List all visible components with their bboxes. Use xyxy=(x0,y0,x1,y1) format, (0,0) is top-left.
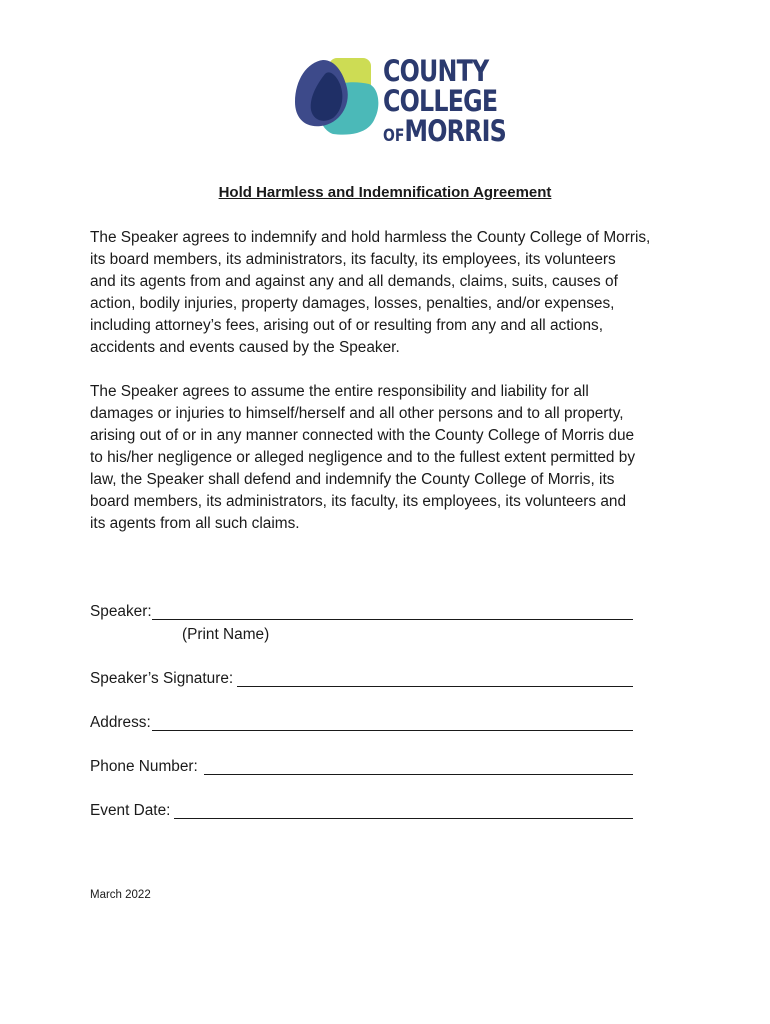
logo-line-morris: MORRIS xyxy=(404,114,506,148)
paragraph-line: The Speaker agrees to indemnify and hold harmless the County College of Morris, xyxy=(90,229,651,246)
paragraph-line: to his/her negligence or alleged negligence and to the fullest extent permitted by xyxy=(90,449,636,466)
signature-field[interactable] xyxy=(90,669,233,689)
event-date-line[interactable] xyxy=(174,818,633,819)
paragraph-line: its board members, its administrators, its faculty, its employees, its volunteers xyxy=(90,251,616,268)
address-line[interactable] xyxy=(152,730,633,731)
paragraph-line: accidents and events caused by the Speaker. xyxy=(90,339,400,356)
speaker-label: Speaker: xyxy=(90,603,152,620)
logo-line-college: COLLEGE xyxy=(383,84,498,118)
phone-field[interactable] xyxy=(90,757,198,777)
address-field[interactable] xyxy=(90,713,151,733)
paragraph-indemnify xyxy=(90,227,690,359)
speaker-name-line[interactable] xyxy=(152,619,633,620)
speaker-name-field[interactable] xyxy=(90,602,152,622)
phone-line[interactable] xyxy=(204,774,633,775)
paragraph-line: including attorney’s fees, arising out of or resulting from any and all actions, xyxy=(90,317,604,334)
paragraph-line: damages or injuries to himself/herself and all other persons and to all property, xyxy=(90,405,624,422)
phone-label: Phone Number: xyxy=(90,758,198,775)
paragraph-line: action, bodily injuries, property damages, losses, penalties, and/or expenses, xyxy=(90,295,615,312)
event-date-label: Event Date: xyxy=(90,802,171,819)
revision-date: March 2022 xyxy=(90,889,151,901)
paragraph-line: board members, its administrators, its faculty, its employees, its volunteers and xyxy=(90,493,627,510)
logo-line-of: OF xyxy=(383,126,405,146)
signature-label: Speaker’s Signature: xyxy=(90,670,234,687)
paragraph-line: its agents from all such claims. xyxy=(90,515,300,532)
paragraph-line: The Speaker agrees to assume the entire responsibility and liability for all xyxy=(90,383,589,400)
paragraph-line: arising out of or in any manner connected with the County College of Morris due xyxy=(90,427,635,444)
address-label: Address: xyxy=(90,714,151,731)
event-date-field[interactable] xyxy=(90,801,170,821)
paragraph-line: law, the Speaker shall defend and indemnify the County College of Morris, its xyxy=(90,471,615,488)
paragraph-line: and its agents from and against any and all demands, claims, suits, causes of xyxy=(90,273,618,290)
logo-wordmark xyxy=(383,54,506,151)
paragraph-responsibility xyxy=(90,381,690,535)
signature-line[interactable] xyxy=(237,686,633,687)
college-logo xyxy=(289,54,506,170)
print-name-caption: (Print Name) xyxy=(182,626,270,643)
document-title: Hold Harmless and Indemnification Agreement xyxy=(218,184,552,201)
logo-mark-icon xyxy=(289,54,385,170)
logo-line-county: COUNTY xyxy=(383,54,489,88)
